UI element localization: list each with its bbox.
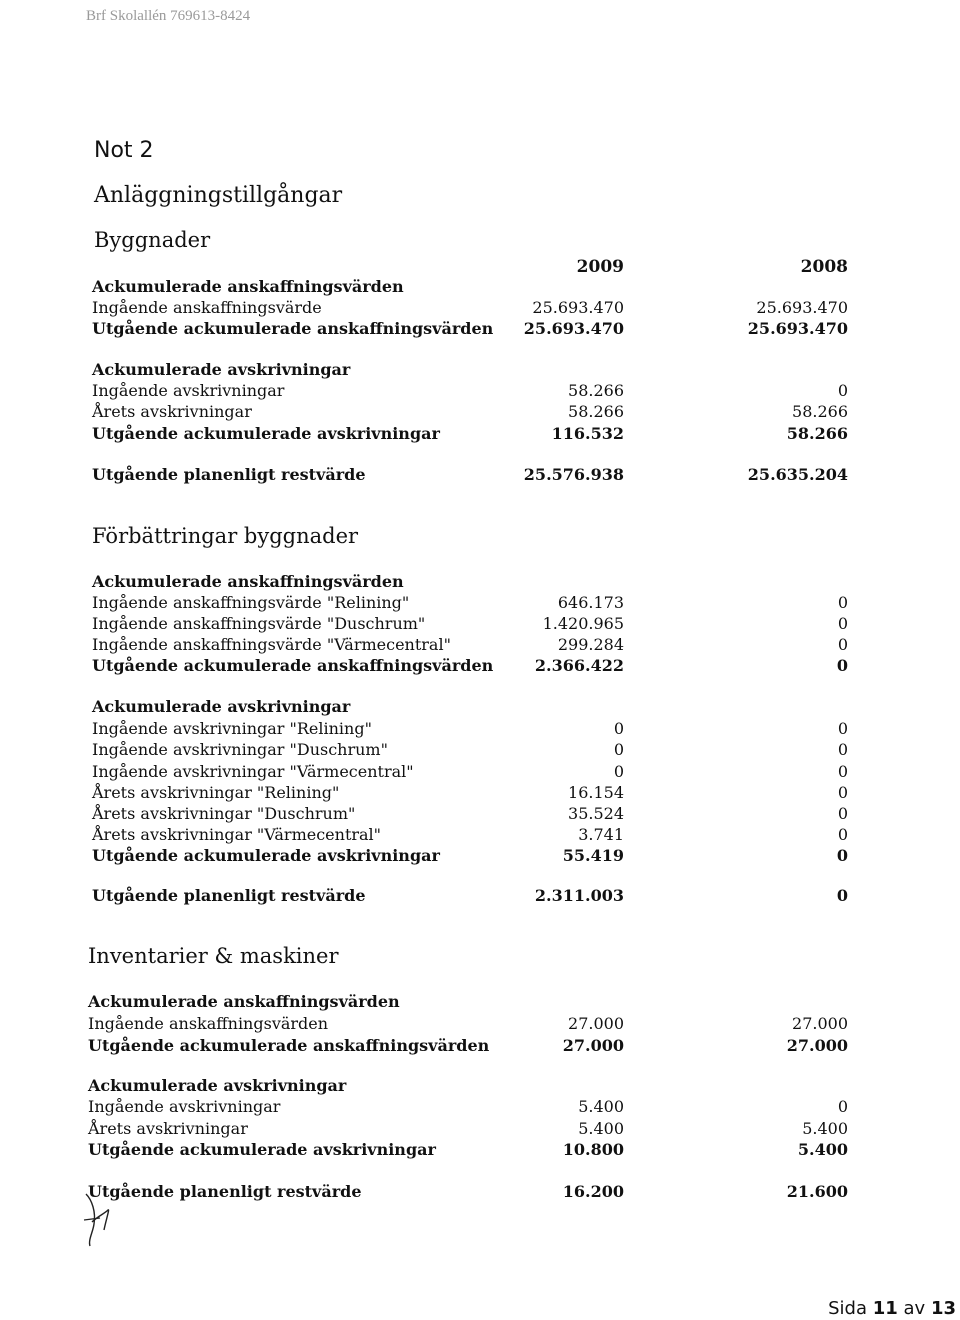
row-label: Utgående planenligt restvärde: [88, 1182, 362, 1201]
table-row: [0, 464, 960, 486]
value-2009: 27.000: [568, 1014, 624, 1033]
table-row: [0, 718, 960, 740]
table-row: [0, 380, 960, 402]
value-2009: 0: [613, 762, 624, 781]
table-row: [0, 613, 960, 635]
table-row: [0, 1139, 960, 1161]
value-2008: 27.000: [786, 1036, 848, 1055]
year-header-row: [0, 256, 960, 278]
value-2009: 25.693.470: [532, 298, 624, 317]
table-row: [0, 592, 960, 614]
value-2009: 25.576.938: [523, 465, 624, 484]
row-label: Utgående ackumulerade anskaffningsvärden: [92, 656, 494, 675]
row-label: Årets avskrivningar "Värmecentral": [92, 825, 382, 844]
table-row: [0, 696, 960, 718]
table-row: [0, 318, 960, 340]
value-2008: 0: [836, 886, 848, 905]
value-2009: 58.266: [568, 402, 624, 421]
table-row: [0, 845, 960, 867]
value-2009: 2.366.422: [534, 656, 624, 675]
value-2009: 58.266: [568, 381, 624, 400]
value-2009: 55.419: [562, 846, 624, 865]
value-2009: 16.200: [562, 1182, 624, 1201]
main-title: Anläggningstillgångar: [94, 183, 343, 208]
table-row: [0, 276, 960, 298]
row-label: Ingående avskrivningar: [88, 1097, 281, 1116]
value-2008: 0: [836, 656, 848, 675]
value-2009: 2.311.003: [534, 886, 624, 905]
note-title: Not 2: [94, 138, 154, 163]
value-2009: 27.000: [562, 1036, 624, 1055]
table-row: [0, 571, 960, 593]
table-row: [0, 1013, 960, 1035]
table-row: [0, 1118, 960, 1140]
value-2008: 27.000: [792, 1014, 848, 1033]
row-label: Årets avskrivningar "Relining": [92, 783, 340, 802]
row-label: Ingående anskaffningsvärde "Relining": [92, 593, 410, 612]
row-label: Ackumulerade avskrivningar: [92, 697, 351, 716]
row-label: Utgående planenligt restvärde: [92, 886, 366, 905]
row-label: Ingående anskaffningsvärden: [88, 1014, 329, 1033]
value-2008: 25.693.470: [747, 319, 848, 338]
year-2009: 2009: [576, 257, 624, 277]
table-row: [0, 1096, 960, 1118]
row-label: Utgående ackumulerade avskrivningar: [88, 1140, 436, 1159]
header-stamp: Brf Skolallén 769613-8424: [86, 8, 251, 24]
row-label: Ackumulerade anskaffningsvärden: [88, 992, 400, 1011]
value-2009: 646.173: [557, 593, 624, 612]
value-2009: 25.693.470: [523, 319, 624, 338]
value-2008: 0: [837, 825, 848, 844]
value-2008: 0: [837, 762, 848, 781]
table-row: [0, 782, 960, 804]
value-2008: 21.600: [786, 1182, 848, 1201]
value-2009: 116.532: [551, 424, 624, 443]
table-row: [0, 1035, 960, 1057]
row-label: Ingående anskaffningsvärde "Värmecentral": [92, 635, 451, 654]
row-label: Ingående avskrivningar "Relining": [92, 719, 372, 738]
row-label: Utgående ackumulerade avskrivningar: [92, 846, 440, 865]
footer-total-pages: 13: [930, 1298, 956, 1319]
value-2008: 0: [837, 635, 848, 654]
table-row: [0, 655, 960, 677]
value-2008: 5.400: [802, 1119, 848, 1138]
value-2009: 0: [613, 719, 624, 738]
section-heading-forbattringar: Förbättringar byggnader: [92, 524, 359, 548]
table-row: [0, 803, 960, 825]
page-footer: [828, 1298, 956, 1319]
footer-prefix: Sida: [828, 1298, 867, 1319]
row-label: Utgående ackumulerade anskaffningsvärden: [92, 319, 494, 338]
row-label: Ingående avskrivningar: [92, 381, 285, 400]
row-label: Ackumulerade anskaffningsvärden: [92, 572, 404, 591]
table-row: [0, 401, 960, 423]
row-label: Ingående anskaffningsvärde: [92, 298, 322, 317]
table-row: [0, 297, 960, 319]
value-2008: 0: [837, 719, 848, 738]
table-row: [0, 739, 960, 761]
row-label: Utgående planenligt restvärde: [92, 465, 366, 484]
row-label: Ackumulerade avskrivningar: [88, 1076, 347, 1095]
row-label: Ingående avskrivningar "Duschrum": [92, 740, 388, 759]
value-2009: 1.420.965: [542, 614, 624, 633]
value-2008: 0: [837, 804, 848, 823]
row-label: Årets avskrivningar: [88, 1119, 248, 1138]
row-label: Ingående avskrivningar "Värmecentral": [92, 762, 414, 781]
value-2008: 0: [837, 783, 848, 802]
value-2008: 0: [837, 740, 848, 759]
table-row: [0, 824, 960, 846]
value-2008: 25.693.470: [756, 298, 848, 317]
value-2008: 0: [837, 614, 848, 633]
row-label: Årets avskrivningar: [92, 402, 252, 421]
value-2009: 3.741: [578, 825, 624, 844]
row-label: Ackumulerade avskrivningar: [92, 360, 351, 379]
value-2009: 5.400: [578, 1097, 624, 1116]
table-row: [0, 1075, 960, 1097]
value-2008: 58.266: [786, 424, 848, 443]
value-2009: 10.800: [562, 1140, 624, 1159]
section-heading-inventarier: Inventarier & maskiner: [88, 944, 339, 968]
table-row: [0, 1181, 960, 1203]
value-2009: 0: [613, 740, 624, 759]
row-label: Ingående anskaffningsvärde "Duschrum": [92, 614, 426, 633]
value-2008: 0: [836, 846, 848, 865]
value-2008: 0: [837, 1097, 848, 1116]
handwritten-initials: [78, 1190, 118, 1250]
year-2008: 2008: [800, 257, 848, 277]
table-row: [0, 423, 960, 445]
footer-mid: av: [903, 1298, 926, 1319]
value-2008: 0: [837, 593, 848, 612]
value-2009: 5.400: [578, 1119, 624, 1138]
value-2008: 0: [837, 381, 848, 400]
table-row: [0, 634, 960, 656]
footer-page-number: 11: [872, 1298, 898, 1319]
table-row: [0, 761, 960, 783]
table-row: [0, 885, 960, 907]
value-2009: 16.154: [568, 783, 624, 802]
value-2008: 5.400: [797, 1140, 848, 1159]
row-label: Årets avskrivningar "Duschrum": [92, 804, 356, 823]
row-label: Utgående ackumulerade anskaffningsvärden: [88, 1036, 490, 1055]
table-row: [0, 359, 960, 381]
section-heading-byggnader: Byggnader: [94, 228, 211, 252]
table-row: [0, 991, 960, 1013]
value-2008: 58.266: [792, 402, 848, 421]
row-label: Ackumulerade anskaffningsvärden: [92, 277, 404, 296]
value-2009: 299.284: [557, 635, 624, 654]
row-label: Utgående ackumulerade avskrivningar: [92, 424, 440, 443]
value-2009: 35.524: [568, 804, 624, 823]
value-2008: 25.635.204: [747, 465, 848, 484]
